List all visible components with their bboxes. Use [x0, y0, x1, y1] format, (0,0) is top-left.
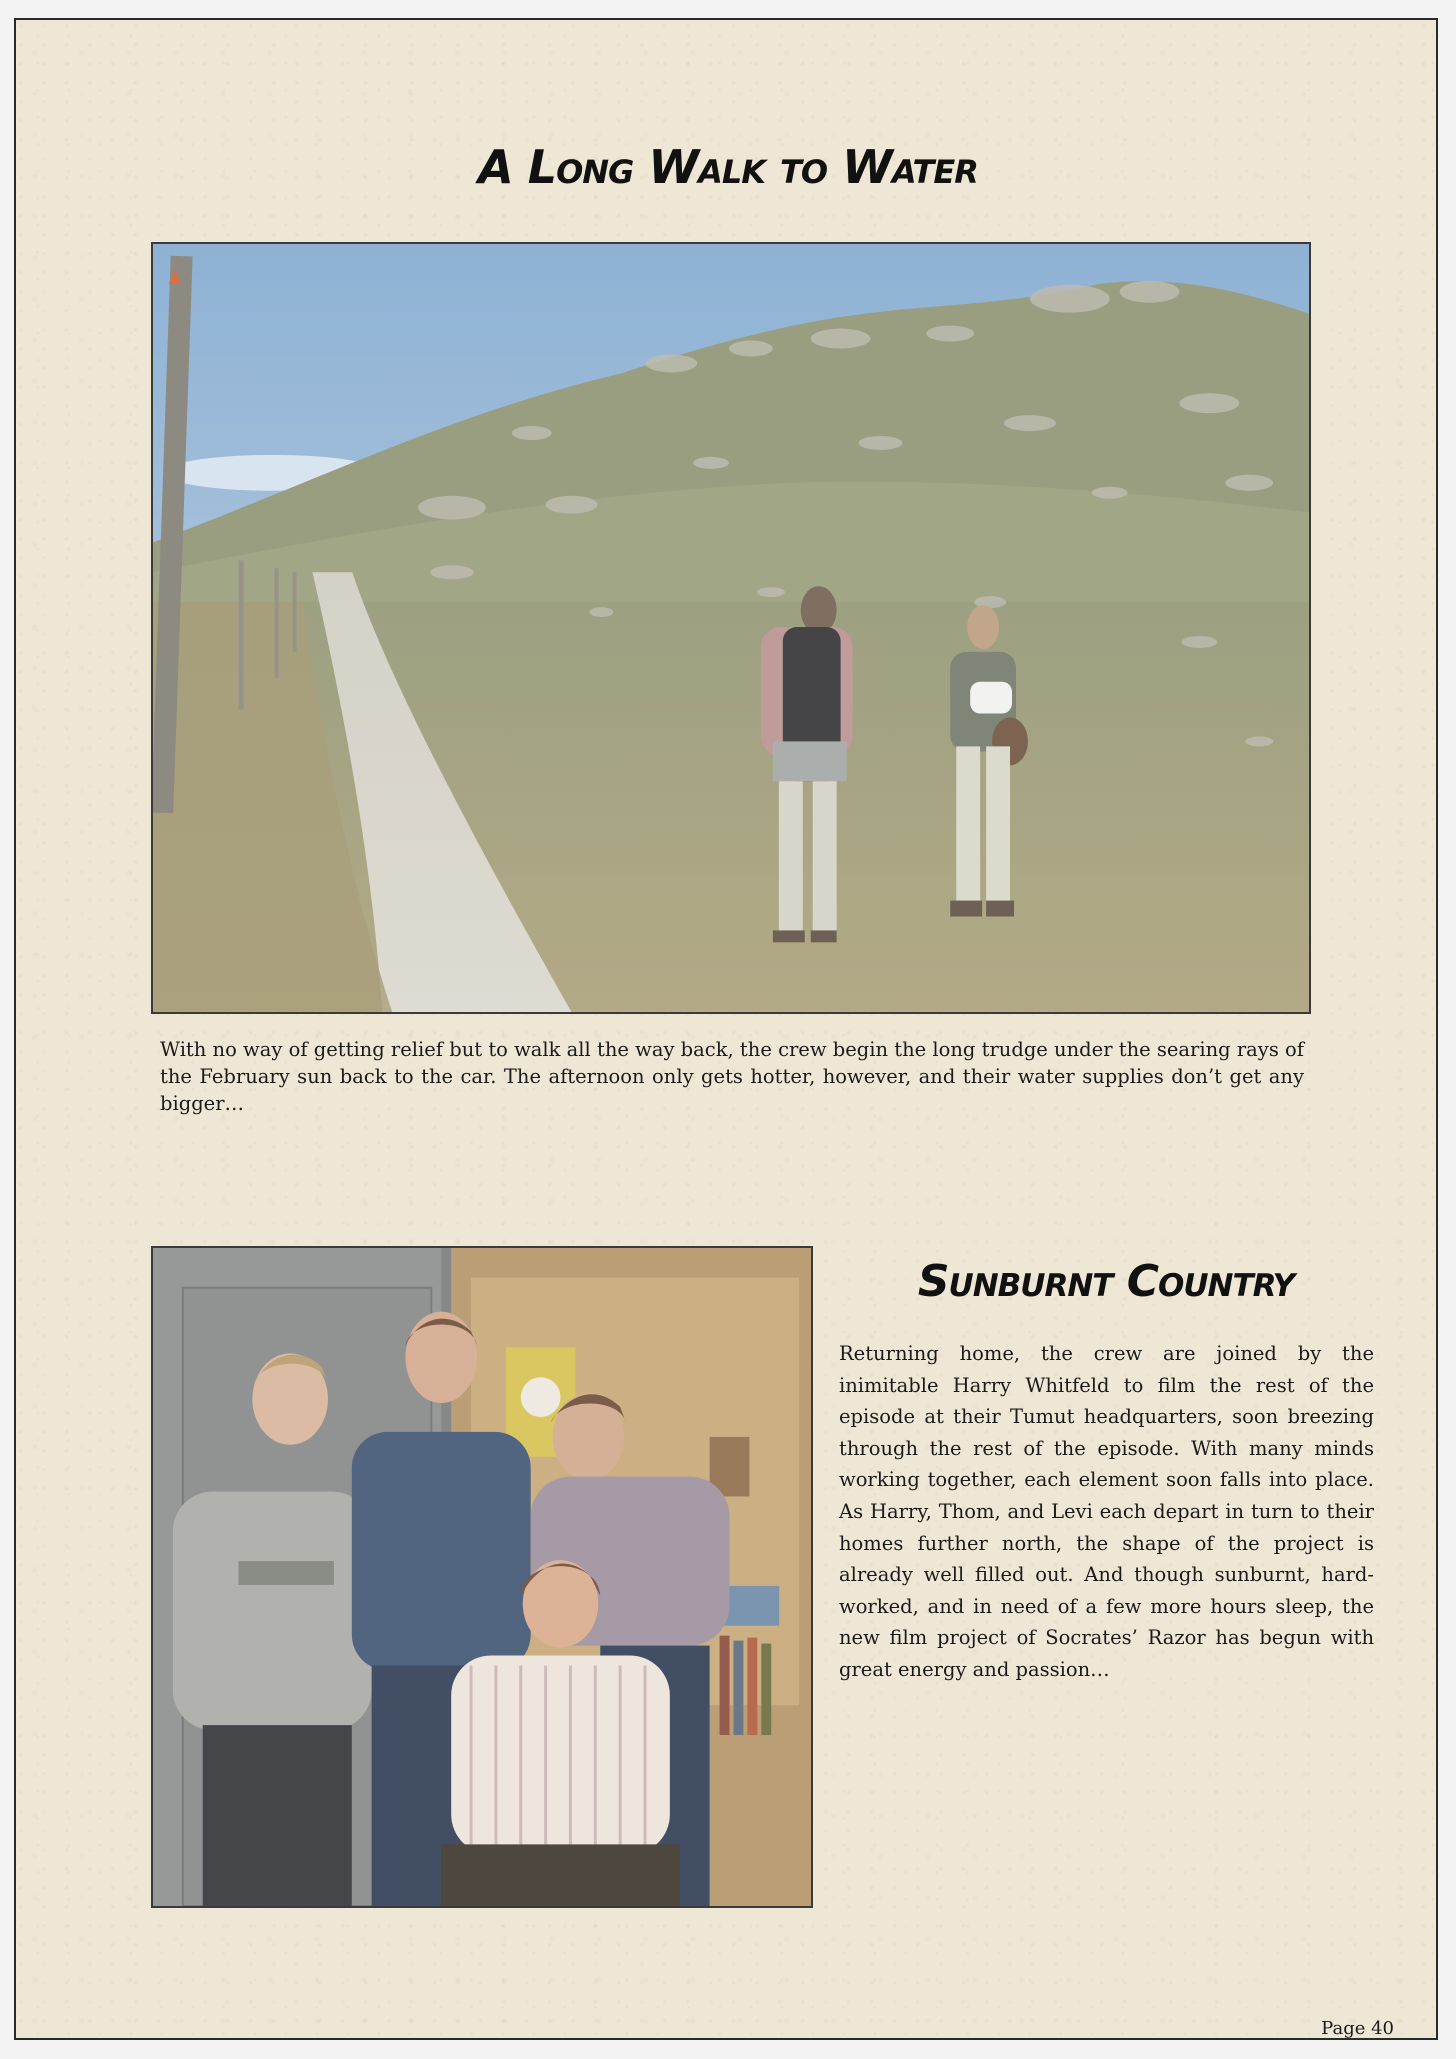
- section-title-sunburnt: Sunburnt Country: [917, 1256, 1295, 1307]
- crew-portrait-illustration: [153, 1248, 811, 1906]
- photo-alpine-road: [151, 242, 1311, 1014]
- section-title-walk: A Long Walk to Water: [478, 140, 978, 194]
- magazine-page: [14, 18, 1438, 2040]
- body-text-sunburnt: Returning home, the crew are joined by the inimitable Harry Whitfeld to film the rest of the episode at their Tumut headquarters, soon breezing through the rest of the episode. With many minds working together, each element soon falls into place. As Harry, Thom, and Levi each depart in turn to their homes further north, the shape of the project is already well filled out. And though sunburnt, hard-worked, and in need of a few more hours sleep, the new film project of Socrates’ Razor has begun with great energy and passion…: [839, 1342, 1374, 1681]
- photo-crew-portrait: [151, 1246, 813, 1908]
- alpine-road-illustration: [153, 244, 1309, 1012]
- page-number: Page 40: [1321, 2018, 1394, 2039]
- caption-walk: With no way of getting relief but to walk all the way back, the crew begin the long trudge under the searing rays of the February sun back to the car. The afternoon only gets hotter, however, and their water supplies don’t get any bigger…: [160, 1038, 1304, 1115]
